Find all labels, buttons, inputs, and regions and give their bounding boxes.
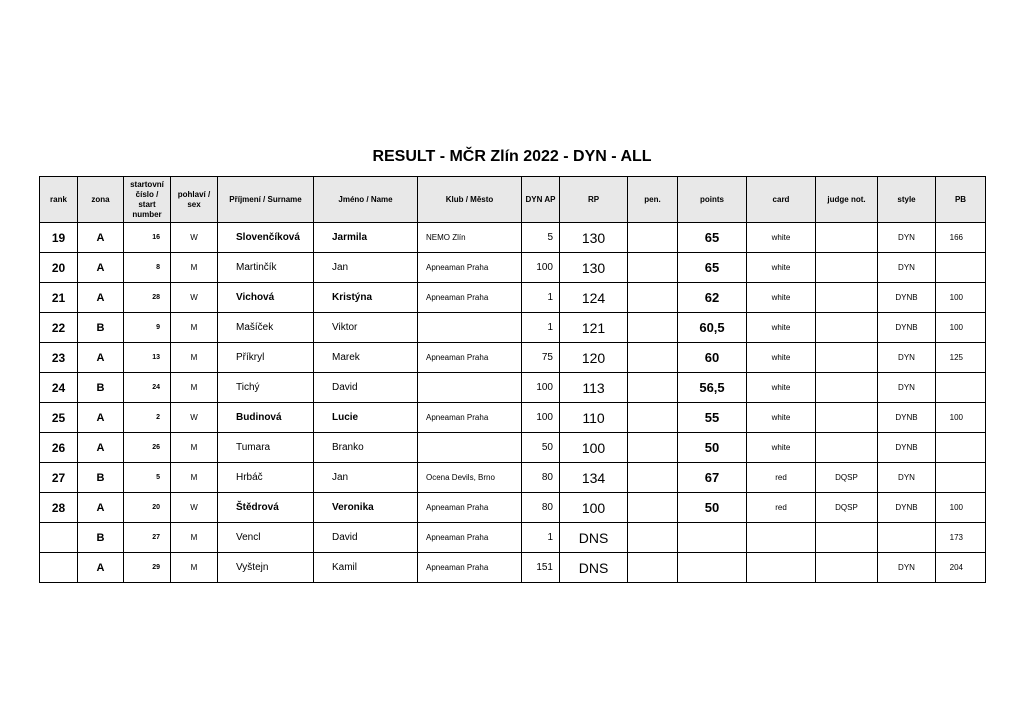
cell-rp: 130 [560,223,628,253]
cell-start-number: 28 [124,283,171,313]
cell-dyn-ap: 1 [522,283,560,313]
cell-points: 65 [678,223,747,253]
cell-pen [628,463,678,493]
cell-zona: A [78,403,124,433]
cell-rp: 100 [560,493,628,523]
cell-points [678,523,747,553]
cell-pb: 100 [936,493,986,523]
cell-style: DYNB [878,493,936,523]
cell-points: 60 [678,343,747,373]
cell-name: Jan [314,253,418,283]
cell-zona: A [78,493,124,523]
header-card: card [747,177,816,223]
cell-style [878,523,936,553]
cell-start-number: 26 [124,433,171,463]
cell-klub: Apneaman Praha [418,493,522,523]
cell-surname: Štědrová [218,493,314,523]
header-surname: Příjmení / Surname [218,177,314,223]
cell-rank: 19 [40,223,78,253]
cell-surname: Vichová [218,283,314,313]
cell-points [678,553,747,583]
cell-name: David [314,373,418,403]
cell-rp: 134 [560,463,628,493]
cell-zona: A [78,343,124,373]
cell-dyn-ap: 1 [522,523,560,553]
cell-name: Marek [314,343,418,373]
cell-surname: Slovenčíková [218,223,314,253]
cell-surname: Tumara [218,433,314,463]
cell-dyn-ap: 5 [522,223,560,253]
cell-style: DYN [878,223,936,253]
cell-rp: 130 [560,253,628,283]
header-zona: zona [78,177,124,223]
cell-points: 65 [678,253,747,283]
results-table [39,176,986,583]
table-row [40,283,986,313]
cell-pen [628,283,678,313]
cell-sex: W [171,403,218,433]
cell-klub: Apneaman Praha [418,553,522,583]
cell-card: white [747,313,816,343]
cell-judge [816,343,878,373]
cell-style: DYNB [878,283,936,313]
cell-card: white [747,403,816,433]
cell-dyn-ap: 100 [522,373,560,403]
cell-sex: M [171,253,218,283]
cell-surname: Martinčík [218,253,314,283]
cell-start-number: 9 [124,313,171,343]
cell-name: Kamil [314,553,418,583]
cell-card: white [747,253,816,283]
cell-zona: A [78,433,124,463]
cell-judge: DQSP [816,463,878,493]
cell-card: red [747,463,816,493]
cell-judge [816,433,878,463]
cell-pen [628,553,678,583]
cell-rank: 24 [40,373,78,403]
cell-rp: 100 [560,433,628,463]
header-dyn-ap: DYN AP [522,177,560,223]
cell-points: 56,5 [678,373,747,403]
cell-surname: Mašíček [218,313,314,343]
cell-style: DYNB [878,313,936,343]
cell-card: white [747,343,816,373]
cell-pb: 100 [936,403,986,433]
cell-klub: NEMO Zlín [418,223,522,253]
cell-klub: Ocena Devils, Brno [418,463,522,493]
cell-start-number: 16 [124,223,171,253]
cell-judge [816,553,878,583]
table-row [40,433,986,463]
header-style: style [878,177,936,223]
cell-sex: W [171,283,218,313]
header-points: points [678,177,747,223]
cell-surname: Budinová [218,403,314,433]
header-sex: pohlaví / sex [171,177,218,223]
cell-dyn-ap: 151 [522,553,560,583]
header-start-number: startovní číslo / start number [124,177,171,223]
cell-judge: DQSP [816,493,878,523]
cell-points: 67 [678,463,747,493]
cell-zona: A [78,283,124,313]
cell-sex: M [171,463,218,493]
cell-name: Jarmila [314,223,418,253]
table-row [40,223,986,253]
cell-style: DYNB [878,403,936,433]
cell-pen [628,523,678,553]
cell-pb: 166 [936,223,986,253]
cell-pen [628,343,678,373]
table-row [40,313,986,343]
cell-rank: 22 [40,313,78,343]
cell-judge [816,373,878,403]
cell-card: white [747,223,816,253]
cell-points: 50 [678,433,747,463]
cell-rank: 28 [40,493,78,523]
cell-judge [816,523,878,553]
cell-sex: W [171,223,218,253]
cell-style: DYN [878,463,936,493]
cell-style: DYN [878,553,936,583]
cell-style: DYNB [878,433,936,463]
cell-pen [628,373,678,403]
cell-pb [936,433,986,463]
cell-start-number: 29 [124,553,171,583]
cell-surname: Příkryl [218,343,314,373]
table-row [40,493,986,523]
cell-card: white [747,283,816,313]
cell-rank: 27 [40,463,78,493]
cell-rp: DNS [560,553,628,583]
cell-pen [628,493,678,523]
cell-name: Veronika [314,493,418,523]
cell-start-number: 20 [124,493,171,523]
header-row [40,177,986,223]
cell-pb: 125 [936,343,986,373]
cell-card [747,553,816,583]
cell-pb: 173 [936,523,986,553]
cell-rp: 121 [560,313,628,343]
cell-judge [816,313,878,343]
cell-style: DYN [878,253,936,283]
cell-pb: 204 [936,553,986,583]
cell-rank: 23 [40,343,78,373]
cell-points: 60,5 [678,313,747,343]
table-row [40,373,986,403]
cell-start-number: 24 [124,373,171,403]
cell-rp: 124 [560,283,628,313]
cell-start-number: 13 [124,343,171,373]
table-row [40,403,986,433]
cell-klub [418,313,522,343]
cell-pb [936,463,986,493]
cell-pen [628,223,678,253]
cell-zona: A [78,223,124,253]
table-row [40,343,986,373]
cell-start-number: 2 [124,403,171,433]
cell-surname: Tichý [218,373,314,403]
cell-zona: A [78,553,124,583]
cell-sex: M [171,313,218,343]
cell-sex: M [171,373,218,403]
cell-dyn-ap: 80 [522,493,560,523]
cell-name: Branko [314,433,418,463]
cell-name: David [314,523,418,553]
cell-style: DYN [878,373,936,403]
page-title: RESULT - MČR Zlín 2022 - DYN - ALL [372,148,652,165]
cell-surname: Vyštejn [218,553,314,583]
cell-judge [816,403,878,433]
cell-rank: 25 [40,403,78,433]
cell-sex: W [171,493,218,523]
cell-klub [418,433,522,463]
table-row [40,463,986,493]
header-pen: pen. [628,177,678,223]
cell-klub: Apneaman Praha [418,403,522,433]
cell-name: Kristýna [314,283,418,313]
cell-points: 62 [678,283,747,313]
cell-dyn-ap: 100 [522,253,560,283]
cell-sex: M [171,343,218,373]
cell-rank: 21 [40,283,78,313]
cell-zona: B [78,373,124,403]
cell-rp: 110 [560,403,628,433]
cell-card: white [747,433,816,463]
cell-zona: B [78,463,124,493]
header-name: Jméno / Name [314,177,418,223]
header-rank: rank [40,177,78,223]
cell-name: Lucie [314,403,418,433]
cell-card [747,523,816,553]
cell-rank: 20 [40,253,78,283]
cell-pb [936,373,986,403]
cell-rp: 113 [560,373,628,403]
cell-dyn-ap: 75 [522,343,560,373]
cell-rank [40,553,78,583]
cell-points: 55 [678,403,747,433]
cell-rank: 26 [40,433,78,463]
cell-klub: Apneaman Praha [418,283,522,313]
cell-klub: Apneaman Praha [418,343,522,373]
cell-name: Jan [314,463,418,493]
cell-klub: Apneaman Praha [418,523,522,553]
cell-rp: DNS [560,523,628,553]
cell-card: red [747,493,816,523]
cell-zona: B [78,313,124,343]
cell-pen [628,433,678,463]
table-row [40,553,986,583]
cell-pen [628,253,678,283]
cell-sex: M [171,433,218,463]
header-judge: judge not. [816,177,878,223]
header-pb: PB [936,177,986,223]
cell-name: Viktor [314,313,418,343]
cell-card: white [747,373,816,403]
cell-dyn-ap: 50 [522,433,560,463]
cell-klub [418,373,522,403]
cell-judge [816,253,878,283]
cell-surname: Vencl [218,523,314,553]
cell-zona: A [78,253,124,283]
cell-pb: 100 [936,283,986,313]
cell-start-number: 8 [124,253,171,283]
cell-pen [628,403,678,433]
cell-start-number: 27 [124,523,171,553]
cell-rank [40,523,78,553]
cell-points: 50 [678,493,747,523]
table-row [40,253,986,283]
cell-sex: M [171,553,218,583]
cell-pen [628,313,678,343]
header-klub: Klub / Město [418,177,522,223]
cell-judge [816,283,878,313]
table-row [40,523,986,553]
cell-judge [816,223,878,253]
cell-pb: 100 [936,313,986,343]
cell-dyn-ap: 100 [522,403,560,433]
header-rp: RP [560,177,628,223]
cell-rp: 120 [560,343,628,373]
cell-start-number: 5 [124,463,171,493]
cell-dyn-ap: 80 [522,463,560,493]
cell-style: DYN [878,343,936,373]
cell-sex: M [171,523,218,553]
cell-zona: B [78,523,124,553]
cell-dyn-ap: 1 [522,313,560,343]
cell-pb [936,253,986,283]
cell-klub: Apneaman Praha [418,253,522,283]
cell-surname: Hrbáč [218,463,314,493]
